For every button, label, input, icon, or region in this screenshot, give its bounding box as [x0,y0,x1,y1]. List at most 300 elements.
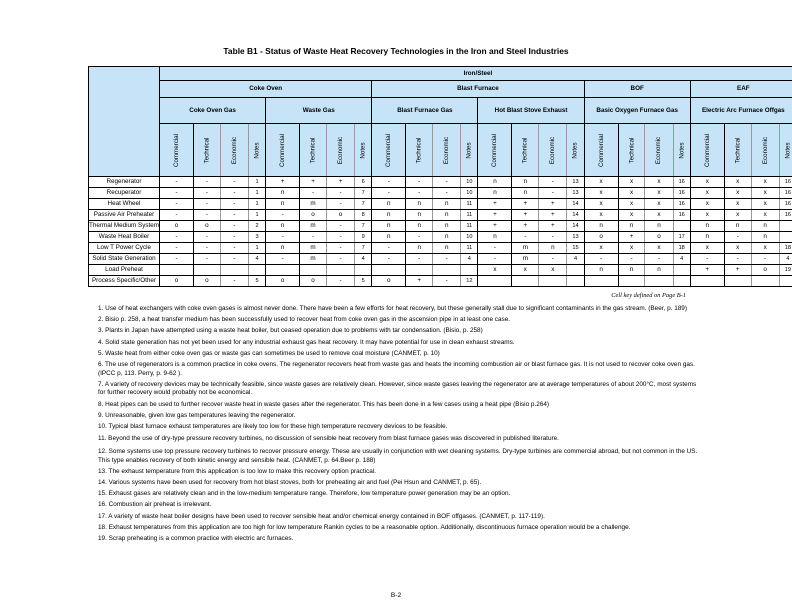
cell-key-note: Cell key defined on Page B-1 [611,292,686,299]
table-cell: 13 [567,188,584,199]
table-cell: x [618,177,645,188]
footnotes [98,305,698,546]
column-header-label: Commercial [597,133,605,167]
table-cell: o [159,221,193,232]
table-cell: x [584,177,618,188]
table-cell: x [724,199,751,210]
table-row [89,210,792,221]
column-header-label: Commercial [491,133,499,167]
table-cell: - [159,177,193,188]
table-cell [433,265,461,276]
column-header-economic [433,124,461,177]
table-cell: + [478,210,512,221]
table-cell: - [300,232,327,243]
column-header-notes [779,124,792,177]
table-cell: n [266,188,300,199]
table-cell: n [433,199,461,210]
table-cell: 1 [248,188,265,199]
table-cell: n [372,199,406,210]
table-cell: n [266,199,300,210]
table-cell [248,265,265,276]
column-header-economic [751,124,779,177]
table-cell: 4 [673,254,690,265]
table-cell: m [300,254,327,265]
table-cell: o [266,276,300,287]
table-cell: x [751,210,779,221]
footnote-5: 5. Waste heat from either coke oven gas or waste gas can sometimes be used to remove coal moisture (CANMET, p. 10) [98,349,440,357]
table-cell: - [194,232,221,243]
table-cell: 6 [355,177,372,188]
table-cell: + [618,232,645,243]
table-cell: n [406,221,433,232]
table-cell: - [159,243,193,254]
table-cell [567,276,584,287]
table-cell: - [220,254,248,265]
table-cell: x [751,177,779,188]
column-header-label: Notes [359,141,367,159]
table-cell [567,265,584,276]
footnote-15: 15. Exhaust gases are relatively clean and in the low-medium temperature range. Therefore, low temperature power generation may be an option. [98,490,511,498]
column-header-economic [645,124,673,177]
group-header: BOF [584,81,690,98]
table-cell: - [433,188,461,199]
table-cell: - [220,221,248,232]
table-cell: 14 [567,199,584,210]
column-header-label: Commercial [385,133,393,167]
table-cell: 10 [461,188,478,199]
table-cell: 10 [461,232,478,243]
table-cell [194,265,221,276]
table-cell: - [266,254,300,265]
table-cell: + [326,177,354,188]
table-cell: n [372,210,406,221]
table-cell [724,276,751,287]
column-header-commercial [266,124,300,177]
table-cell: + [406,276,433,287]
header-row-groups [89,81,792,98]
table-cell: n [406,210,433,221]
column-header-notes [673,124,690,177]
row-label: Process Specific/Other [89,276,160,287]
footnote-2: 2. Bisio p. 258, a heat transfer medium has been successfully used to recover heat from coke oven gas in the ascension pipe in at least one case. [98,316,511,324]
column-header-notes [461,124,478,177]
column-header-label: Technical [309,137,317,163]
table-cell: 2 [248,221,265,232]
table-cell: - [326,232,354,243]
table-cell: x [618,199,645,210]
row-label: Passive Air Preheater [89,210,160,221]
row-label: Low T Power Cycle [89,243,160,254]
table-cell: + [300,177,327,188]
subgroup-header: Electric Arc Furnace Offgas [690,98,792,124]
footnote-9: 9. Unreasonable, given low gas temperatures leaving the regenerator. [98,411,296,419]
table-cell: - [194,243,221,254]
table-row [89,177,792,188]
table-cell: n [406,199,433,210]
table-cell: 19 [779,265,792,276]
table-cell: x [645,188,673,199]
table-cell [673,276,690,287]
table-cell: + [724,265,751,276]
column-header-label: Economic [230,136,238,164]
table-cell: 1 [248,199,265,210]
table-cell: o [326,210,354,221]
table-cell: n [266,221,300,232]
table-cell [584,276,618,287]
column-header-label: Notes [784,141,792,159]
table-cell: - [406,177,433,188]
table-cell: - [433,254,461,265]
table-cell: x [690,199,724,210]
table-cell: 16 [779,177,792,188]
table-cell [673,265,690,276]
row-label: Waste Heat Boiler [89,232,160,243]
table-cell: - [220,188,248,199]
table-cell: o [159,276,193,287]
column-header-notes [248,124,265,177]
table-cell: x [690,177,724,188]
table-cell: 10 [461,177,478,188]
table-cell: n [539,243,567,254]
table-cell: 1 [248,210,265,221]
table-cell: n [724,221,751,232]
footnote-17: 17. A variety of waste heat boiler designs have been used to recover sensible heat and/or chemical energy contained in BOF offgases. (CANMET, p. 117-119). [98,512,545,520]
table-cell [751,276,779,287]
footnote-10: 10. Typical blast furnace exhaust temperatures are likely too low for these high temperature recovery devices to be feasible. [98,422,448,430]
table-cell: n [618,221,645,232]
table-cell: - [326,276,354,287]
row-label: Recuperator [89,188,160,199]
row-label: Solid State Generation [89,254,160,265]
table-cell: n [645,221,673,232]
table-row [89,265,792,276]
table-cell: m [300,243,327,254]
table-cell [478,276,512,287]
table-cell: 1 [248,243,265,254]
table-cell: n [433,210,461,221]
table-title: Table B1 - Status of Waste Heat Recovery Technologies in the Iron and Steel Industries [223,46,569,56]
table-cell: 18 [779,243,792,254]
column-header-commercial [584,124,618,177]
table-cell [406,265,433,276]
table-cell: - [220,199,248,210]
table-cell: x [724,243,751,254]
column-header-technical [618,124,645,177]
table-cell: + [539,199,567,210]
table-cell: - [584,254,618,265]
header-row-subgroups [89,98,792,124]
table-cell: 12 [461,276,478,287]
table-cell [512,276,539,287]
table-cell: - [372,243,406,254]
table-cell: - [194,188,221,199]
footnote-7: 7. A variety of recovery devices may be technically feasible, since waste gases are relatively clean. However, since waste gases leaving the regenerator are at average temperatures of about 200°C, most systems for further recovery would probably not be economical. [98,380,697,397]
table-cell: 15 [567,243,584,254]
column-header-label: Notes [572,141,580,159]
table-cell: - [406,188,433,199]
table-cell: 16 [673,210,690,221]
table-cell: - [220,232,248,243]
table-cell: x [512,265,539,276]
table-cell: - [751,254,779,265]
table-cell: - [433,177,461,188]
table-cell: x [618,188,645,199]
table-cell: n [266,243,300,254]
table-cell: x [618,210,645,221]
table-cell: - [300,188,327,199]
table-cell: - [326,188,354,199]
table-cell: + [266,177,300,188]
table-cell: 11 [461,243,478,254]
table-cell: - [266,210,300,221]
column-header-economic [539,124,567,177]
table-cell: 5 [355,276,372,287]
footnote-8: 8. Heat pipes can be used to further recover waste heat in waste gases after the regenerator. This has been done in a few cases using a heat pipe (Bisio p.264) [98,400,550,408]
column-header-technical [724,124,751,177]
column-header-economic [220,124,248,177]
footnote-4: 4. Solid state generation has not yet been used for any industrial exhaust gas heat recovery. It may have potential for use in clean exhaust streams. [98,338,515,346]
table-cell [690,276,724,287]
table-cell: 18 [673,243,690,254]
table-cell: n [512,188,539,199]
table-cell: - [159,232,193,243]
table-cell: - [372,254,406,265]
row-label: Regenerator [89,177,160,188]
table-row [89,243,792,254]
table-cell: 11 [461,210,478,221]
table-cell: 4 [355,254,372,265]
table-cell: - [433,276,461,287]
column-header-label: Commercial [279,133,287,167]
table-cell: - [220,276,248,287]
table-cell: - [194,199,221,210]
status-table [88,66,792,287]
table-cell: x [751,199,779,210]
table-cell [461,265,478,276]
table-cell: x [724,210,751,221]
column-header-label: Commercial [703,133,711,167]
table-cell: x [539,265,567,276]
column-header-label: Economic [549,136,557,164]
table-cell: o [300,210,327,221]
table-cell: m [300,199,327,210]
table-cell: n [433,232,461,243]
table-cell: + [478,221,512,232]
table-cell: o [584,232,618,243]
table-cell: 7 [355,199,372,210]
page-number: B-2 [390,592,402,599]
table-cell [779,232,792,243]
table-cell [618,276,645,287]
column-header-technical [512,124,539,177]
table-cell: - [539,188,567,199]
table-cell: - [326,199,354,210]
table-cell: n [751,221,779,232]
footnote-6: 6. The use of regenerators is a common practice in coke ovens. The regenerator recovers heat from waste gas and heats the incoming combustion air or blast furnace gas. It is not used to recover coke oven gas. (IPCC p, 113. Perry, p. 9-62 ). [98,360,695,377]
table-row [89,199,792,210]
table-cell: 16 [673,177,690,188]
table-cell: 4 [248,254,265,265]
table-cell: - [194,177,221,188]
column-header-notes [355,124,372,177]
table-cell: - [690,254,724,265]
table-cell [220,265,248,276]
table-cell: n [406,243,433,254]
table-cell [673,221,690,232]
column-header-label: Economic [337,136,345,164]
table-cell [266,265,300,276]
column-header-commercial [159,124,193,177]
table-cell: + [539,210,567,221]
table-cell: o [751,265,779,276]
table-cell: 14 [567,210,584,221]
footnote-11: 11. Beyond the use of dry-type pressure recovery turbines, no discussion of sensible heat recovery from blast furnace gases was discovered in published literature. [98,435,559,443]
header-row-industry [89,67,792,81]
table-cell: x [645,243,673,254]
table-cell: + [690,265,724,276]
table-cell: n [645,265,673,276]
column-header-label: Technical [203,137,211,163]
table-cell: x [584,243,618,254]
table-cell: - [326,243,354,254]
table-cell: 4 [779,254,792,265]
footnote-16: 16. Combustion air preheat is irrelevant. [98,501,212,509]
table-cell: - [406,254,433,265]
table-cell: 14 [567,221,584,232]
table-cell: 16 [673,199,690,210]
table-cell: + [512,210,539,221]
column-header-label: Notes [465,141,473,159]
table-cell: x [751,188,779,199]
footnote-3: 3. Plants in Japan have attempted using a waste heat boiler, but ceased operation due to problems with tar condensation. (Bisio, p. 258) [98,327,483,335]
table-cell: 16 [779,199,792,210]
table-cell: - [266,232,300,243]
column-header-technical [300,124,327,177]
subgroup-header: Blast Furnace Gas [372,98,478,124]
column-header-label: Commercial [172,133,180,167]
column-header-notes [567,124,584,177]
row-label: Heat Wheel [89,199,160,210]
table-cell: x [645,199,673,210]
table-cell: - [512,232,539,243]
footnote-19: 19. Scrap preheating is a common practice with electric arc furnaces. [98,534,294,542]
column-header-label: Notes [678,141,686,159]
table-cell: 8 [355,210,372,221]
table-cell: 3 [248,232,265,243]
table-cell: - [220,210,248,221]
footnote-14: 14. Various systems have been used for recovery from hot blast stoves, both for preheating air and fuel (Pei Hsun and CANMET, p. 65). [98,479,482,487]
table-cell: n [478,232,512,243]
table-cell: 16 [779,188,792,199]
table-cell [645,276,673,287]
table-cell: n [433,243,461,254]
table-cell [326,265,354,276]
table-cell: + [478,199,512,210]
table-cell: 5 [248,276,265,287]
table-cell: - [326,254,354,265]
table-cell [779,221,792,232]
table-cell: - [478,254,512,265]
column-header-commercial [478,124,512,177]
table-cell: m [300,221,327,232]
table-cell: n [618,265,645,276]
table-cell: 7 [355,221,372,232]
column-header-label: Economic [443,136,451,164]
table-cell: x [751,243,779,254]
table-cell: - [539,254,567,265]
table-cell: m [512,243,539,254]
table-cell: 4 [461,254,478,265]
table-cell: - [159,199,193,210]
table-cell: 7 [355,243,372,254]
table-cell: 9 [355,232,372,243]
table-cell: o [194,221,221,232]
table-cell: - [539,177,567,188]
column-header-commercial [372,124,406,177]
table-cell [779,276,792,287]
table-cell: 16 [673,188,690,199]
column-header-technical [194,124,221,177]
subgroup-header: Waste Gas [266,98,372,124]
table-cell: 17 [673,232,690,243]
table-cell: n [690,221,724,232]
table-cell: x [478,265,512,276]
table-cell [355,265,372,276]
table-cell: 16 [779,210,792,221]
table-cell: - [194,210,221,221]
table-cell: + [539,221,567,232]
subgroup-header: Coke Oven Gas [159,98,265,124]
table-cell: - [478,243,512,254]
table-cell: 1 [248,177,265,188]
table-row [89,232,792,243]
group-header: Coke Oven [159,81,371,98]
table-cell: o [194,276,221,287]
table-cell: n [690,232,724,243]
column-header-label: Economic [761,136,769,164]
table-cell: o [372,276,406,287]
table-cell: n [372,221,406,232]
footnote-13: 13. The exhaust temperature from this application is too low to make this recovery option practical. [98,467,377,475]
column-header-label: Technical [734,137,742,163]
header-corner-cell [89,67,160,177]
table-cell: x [584,199,618,210]
industry-header: Iron/Steel [159,67,792,81]
footnote-18: 18. Exhaust temperatures from this application are too high for low temperature Rankin cycles to be a reasonable option. Additionally, discontinuous furnace operation would be a challenge. [98,523,631,531]
table-cell: n [512,177,539,188]
column-header-technical [406,124,433,177]
table-cell: n [751,232,779,243]
footnote-1: 1. Use of heat exchangers with coke oven gases is almost never done. There have been a few efforts for heat recovery, but these generally stall due to significant contaminants in the gas stream. (Beer, p. 189) [98,305,687,312]
table-cell: x [690,210,724,221]
table-cell: - [220,243,248,254]
table-cell: x [724,188,751,199]
table-cell: - [372,177,406,188]
table-cell: n [478,188,512,199]
table-cell: - [645,254,673,265]
column-header-label: Technical [415,137,423,163]
column-header-label: Technical [628,137,636,163]
table-cell: - [372,188,406,199]
table-cell: n [584,265,618,276]
table-cell: n [372,232,406,243]
table-cell: - [724,254,751,265]
table-cell: x [690,243,724,254]
table-cell: x [645,210,673,221]
column-header-label: Notes [253,141,261,159]
table-cell: - [220,177,248,188]
table-cell: 13 [567,177,584,188]
